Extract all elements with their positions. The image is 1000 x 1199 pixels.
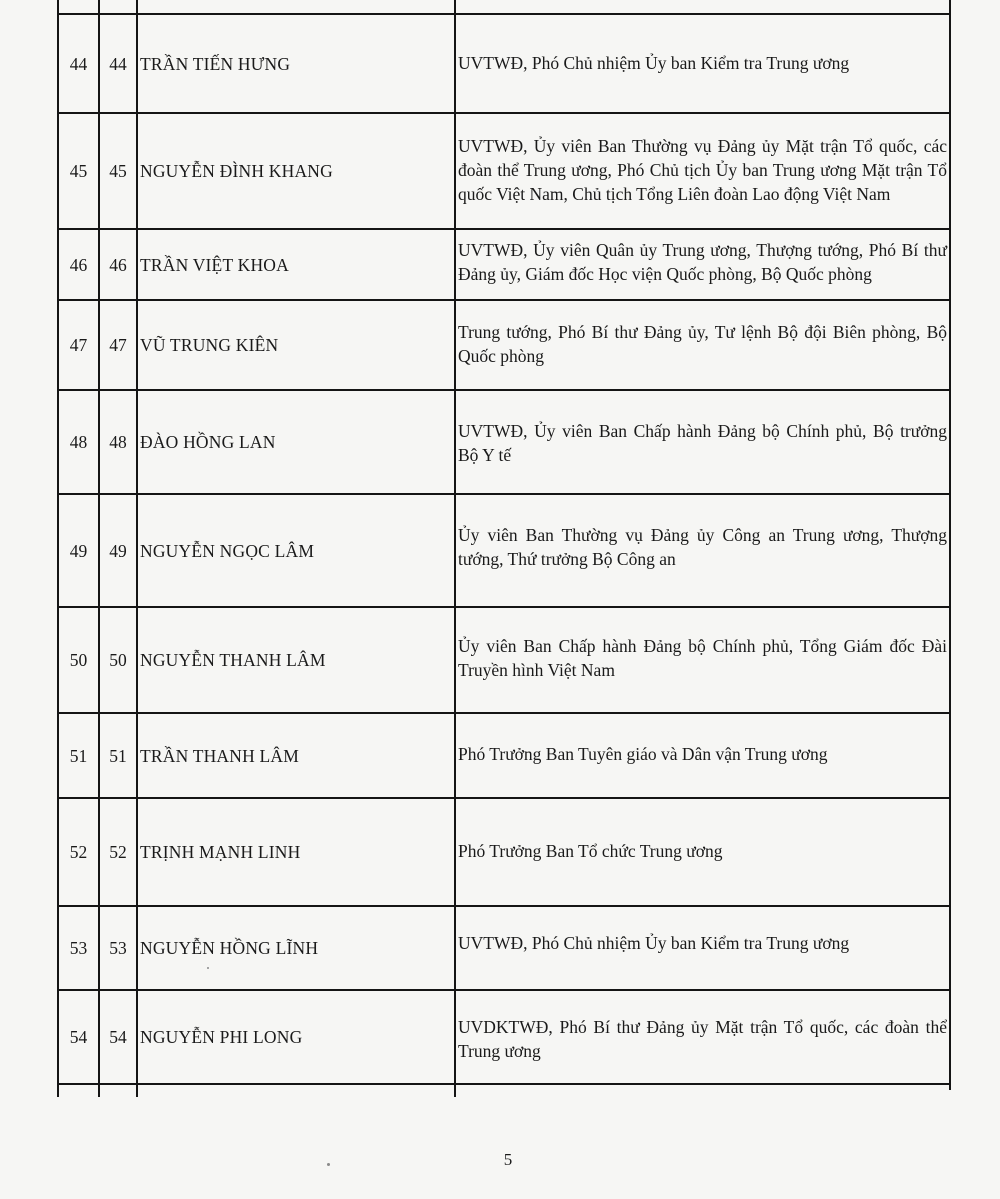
person-name-cell: NGUYỄN ĐÌNH KHANG (140, 161, 333, 181)
person-name-cell: VŨ TRUNG KIÊN (140, 335, 279, 355)
row-number-cell: 47 (109, 335, 127, 355)
person-name-cell: TRỊNH MẠNH LINH (140, 842, 301, 862)
row-index-cell: 46 (69, 254, 88, 275)
row-index-cell: 53 (69, 938, 88, 958)
person-name-cell: NGUYỄN THANH LÂM (140, 650, 326, 670)
position-cell: UVTWĐ, Phó Chủ nhiệm Ủy ban Kiểm tra Trung ương (458, 53, 850, 73)
position-cell: UVTWĐ, Ủy viên Ban Chấp hành Đảng bộ Chính phủ, Bộ trưởng Bộ Y tế (458, 421, 947, 465)
scan-speck (207, 967, 209, 969)
row-number-cell: 48 (109, 432, 127, 452)
row-index-cell: 50 (69, 650, 88, 670)
person-name-cell: TRẦN VIỆT KHOA (140, 254, 289, 275)
page-number: 5 (503, 1150, 513, 1169)
position-cell: Phó Trưởng Ban Tổ chức Trung ương (458, 841, 723, 861)
position-cell: Phó Trưởng Ban Tuyên giáo và Dân vận Trung ương (458, 744, 828, 764)
position-cell: UVDKTWĐ, Phó Bí thư Đảng ủy Mặt trận Tổ quốc, các đoàn thể Trung ương (458, 1017, 947, 1061)
position-cell: Ủy viên Ban Thường vụ Đảng ủy Công an Trung ương, Thượng tướng, Thứ trưởng Bộ Công an (458, 525, 947, 569)
row-index-cell: 44 (69, 53, 88, 74)
row-number-cell: 54 (109, 1027, 127, 1047)
row-index-cell: 47 (69, 335, 88, 355)
row-number-cell: 52 (109, 842, 127, 862)
row-index-cell: 52 (69, 842, 88, 862)
row-number-cell: 44 (109, 53, 127, 74)
person-name-cell: ĐÀO HỒNG LAN (140, 432, 276, 452)
row-index-cell: 54 (69, 1027, 88, 1047)
table-border-bottom (57, 1083, 951, 1085)
position-cell: UVTWĐ, Phó Chủ nhiệm Ủy ban Kiểm tra Trung ương (458, 933, 850, 953)
table-border-right (949, 0, 951, 1090)
position-cell: UVTWĐ, Ủy viên Ban Thường vụ Đảng ủy Mặt trận Tổ quốc, các đoàn thể Trung ương, Phó Chủ tịch Ủy ban Trung ương Mặt trận Tổ quốc Việt Nam, Chủ tịch Tổng Liên đoàn Lao động Việt Nam (458, 136, 947, 204)
person-name-cell: NGUYỄN PHI LONG (140, 1027, 303, 1047)
row-index-cell: 48 (69, 432, 88, 452)
row-index-cell: 51 (69, 745, 88, 766)
person-name-cell: TRẦN THANH LÂM (140, 745, 300, 766)
row-number-cell: 46 (109, 254, 127, 275)
person-name-cell: TRẦN TIẾN HƯNG (140, 53, 291, 74)
position-cell: UVTWĐ, Ủy viên Quân ủy Trung ương, Thượng tướng, Phó Bí thư Đảng ủy, Giám đốc Học viện Quốc phòng, Bộ Quốc phòng (458, 240, 947, 284)
row-index-cell: 49 (69, 540, 88, 561)
row-number-cell: 53 (109, 938, 127, 958)
row-number-cell: 51 (109, 745, 127, 766)
row-number-cell: 45 (109, 161, 127, 181)
position-cell: Trung tướng, Phó Bí thư Đảng ủy, Tư lệnh Bộ đội Biên phòng, Bộ Quốc phòng (458, 322, 947, 366)
row-number-cell: 49 (109, 540, 127, 561)
person-name-cell: NGUYỄN NGỌC LÂM (140, 540, 315, 561)
row-index-cell: 45 (69, 161, 88, 181)
scan-speck (327, 1163, 330, 1166)
position-cell: Ủy viên Ban Chấp hành Đảng bộ Chính phủ, Tổng Giám đốc Đài Truyền hình Việt Nam (458, 636, 947, 680)
row-number-cell: 50 (109, 650, 127, 670)
person-name-cell: NGUYỄN HỒNG LĨNH (140, 938, 319, 958)
